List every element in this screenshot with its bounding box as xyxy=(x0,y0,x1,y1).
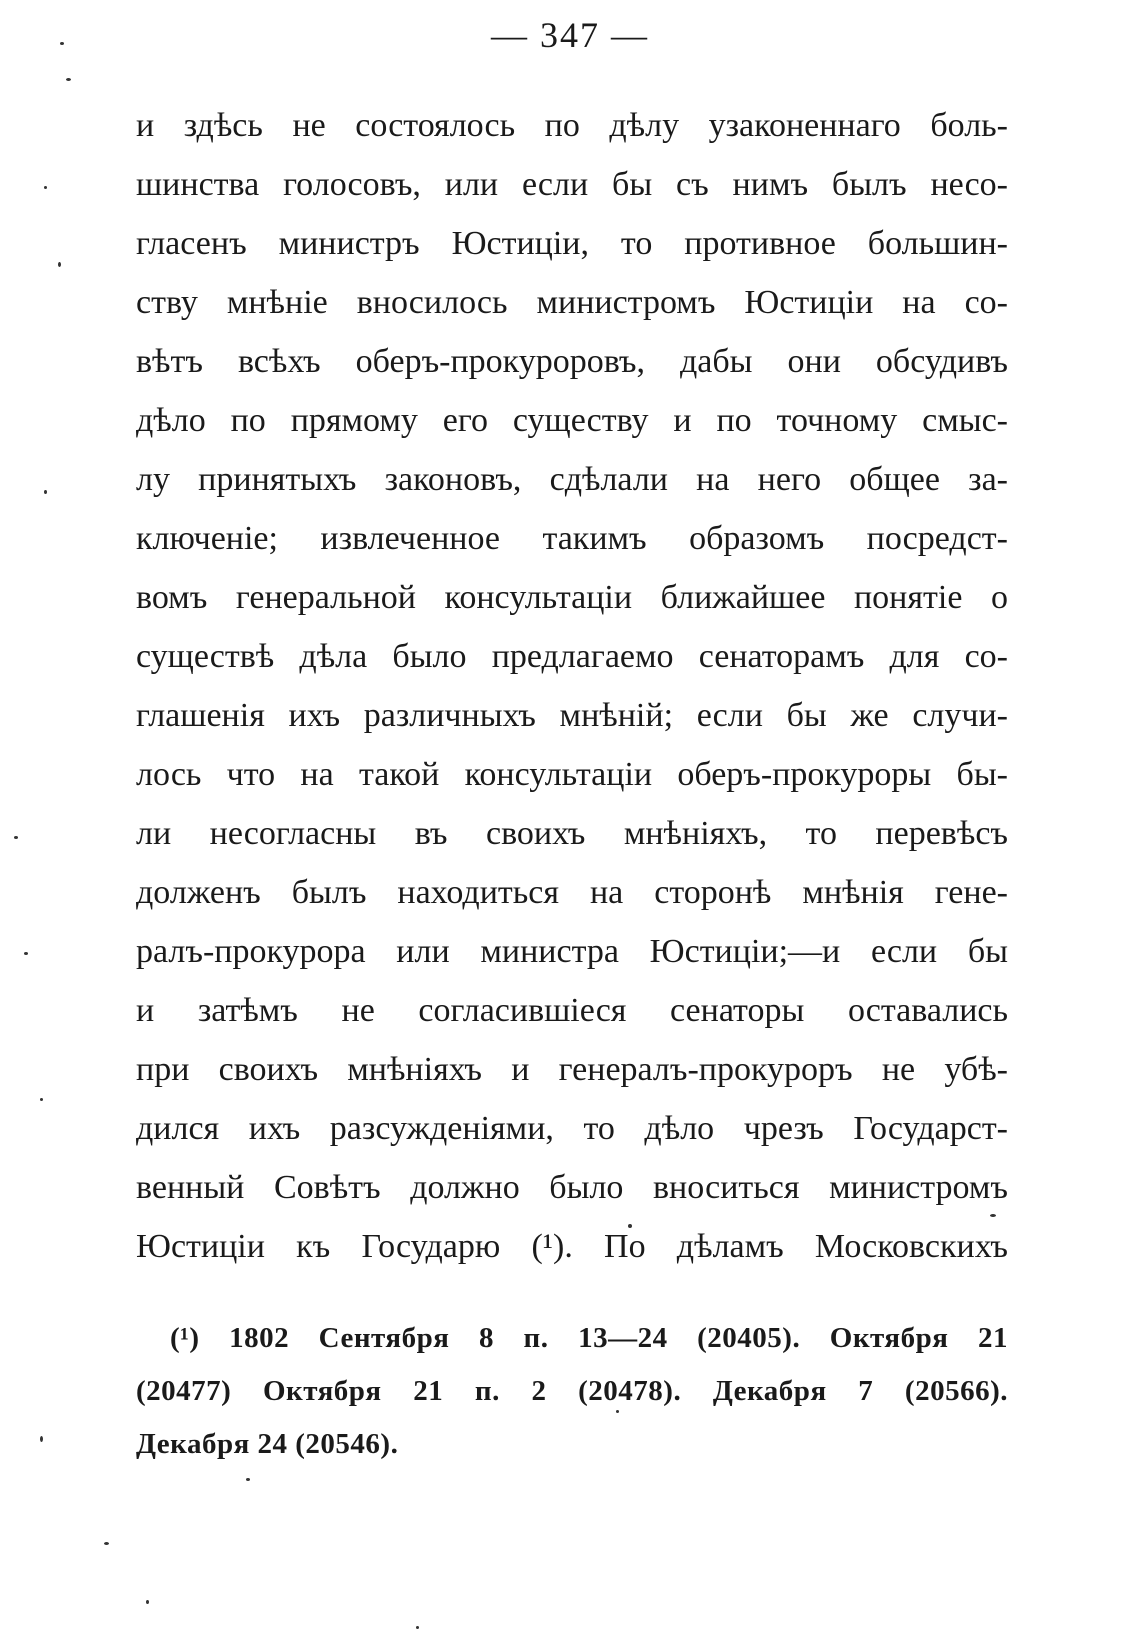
scan-speck xyxy=(40,1436,43,1442)
footnote-line: Декабря 24 (20546). xyxy=(136,1428,399,1460)
scan-speck xyxy=(66,78,71,81)
body-line: глашенія ихъ различныхъ мнѣній; если бы же случи- xyxy=(136,697,1008,734)
body-line: вѣтъ всѣхъ оберъ-прокуроровъ, дабы они обсудивъ xyxy=(136,343,1008,380)
scan-speck xyxy=(58,262,61,267)
scan-speck xyxy=(246,1478,250,1481)
scan-speck xyxy=(104,1542,109,1545)
body-line: дился ихъ разсужденіями, то дѣло чрезъ Государст- xyxy=(136,1110,1008,1147)
footnote xyxy=(136,1312,1008,1471)
body-line: дѣло по прямому его существу и по точному смыс- xyxy=(136,402,1008,439)
body-line: при своихъ мнѣніяхъ и генералъ-прокуроръ не убѣ- xyxy=(136,1051,1008,1088)
body-line: ключеніе; извлеченное такимъ образомъ посредст- xyxy=(136,520,1008,557)
footnote-line: (20477) Октября 21 п. 2 (20478). Декабря 7 (20566). xyxy=(136,1375,1008,1407)
page-number: — 347 — xyxy=(491,15,649,55)
scan-speck xyxy=(60,42,64,45)
body-line: шинства голосовъ, или если бы съ нимъ былъ несо- xyxy=(136,166,1008,203)
body-line: гласенъ министръ Юстиціи, то противное большин- xyxy=(136,225,1008,262)
body-line: долженъ былъ находиться на сторонѣ мнѣнія гене- xyxy=(136,874,1008,911)
scan-speck xyxy=(44,490,47,494)
footnote-line: (¹) 1802 Сентября 8 п. 13—24 (20405). Октября 21 xyxy=(170,1322,1008,1354)
body-line: лу принятыхъ законовъ, сдѣлали на него общее за- xyxy=(136,461,1008,498)
body-line: венный Совѣтъ должно было вноситься министромъ xyxy=(136,1169,1008,1206)
scan-speck xyxy=(44,186,47,189)
scan-speck xyxy=(990,1214,996,1217)
body-line: Юстиціи къ Государю (¹). По дѣламъ Московскихъ xyxy=(136,1228,1008,1265)
scan-speck xyxy=(14,836,18,839)
body-text xyxy=(136,96,1008,1276)
scan-speck xyxy=(146,1600,149,1604)
scan-speck xyxy=(616,1410,619,1413)
scan-speck xyxy=(628,1224,632,1228)
scan-speck xyxy=(24,952,28,955)
body-line: существѣ дѣла было предлагаемо сенаторамъ для со- xyxy=(136,638,1008,675)
body-line: и затѣмъ не согласившіеся сенаторы оставались xyxy=(136,992,1008,1029)
scan-speck xyxy=(416,1626,419,1629)
body-line: ству мнѣніе вносилось министромъ Юстиціи на со- xyxy=(136,284,1008,321)
scan-speck xyxy=(40,1098,43,1101)
body-line: и здѣсь не состоялось по дѣлу узаконеннаго боль- xyxy=(136,107,1008,144)
body-line: лось что на такой консультаціи оберъ-прокуроры бы- xyxy=(136,756,1008,793)
body-line: ли несогласны въ своихъ мнѣніяхъ, то перевѣсъ xyxy=(136,815,1008,852)
body-line: вомъ генеральной консультаціи ближайшее понятіе о xyxy=(136,579,1008,616)
body-line: ралъ-прокурора или министра Юстиціи;—и если бы xyxy=(136,933,1008,970)
